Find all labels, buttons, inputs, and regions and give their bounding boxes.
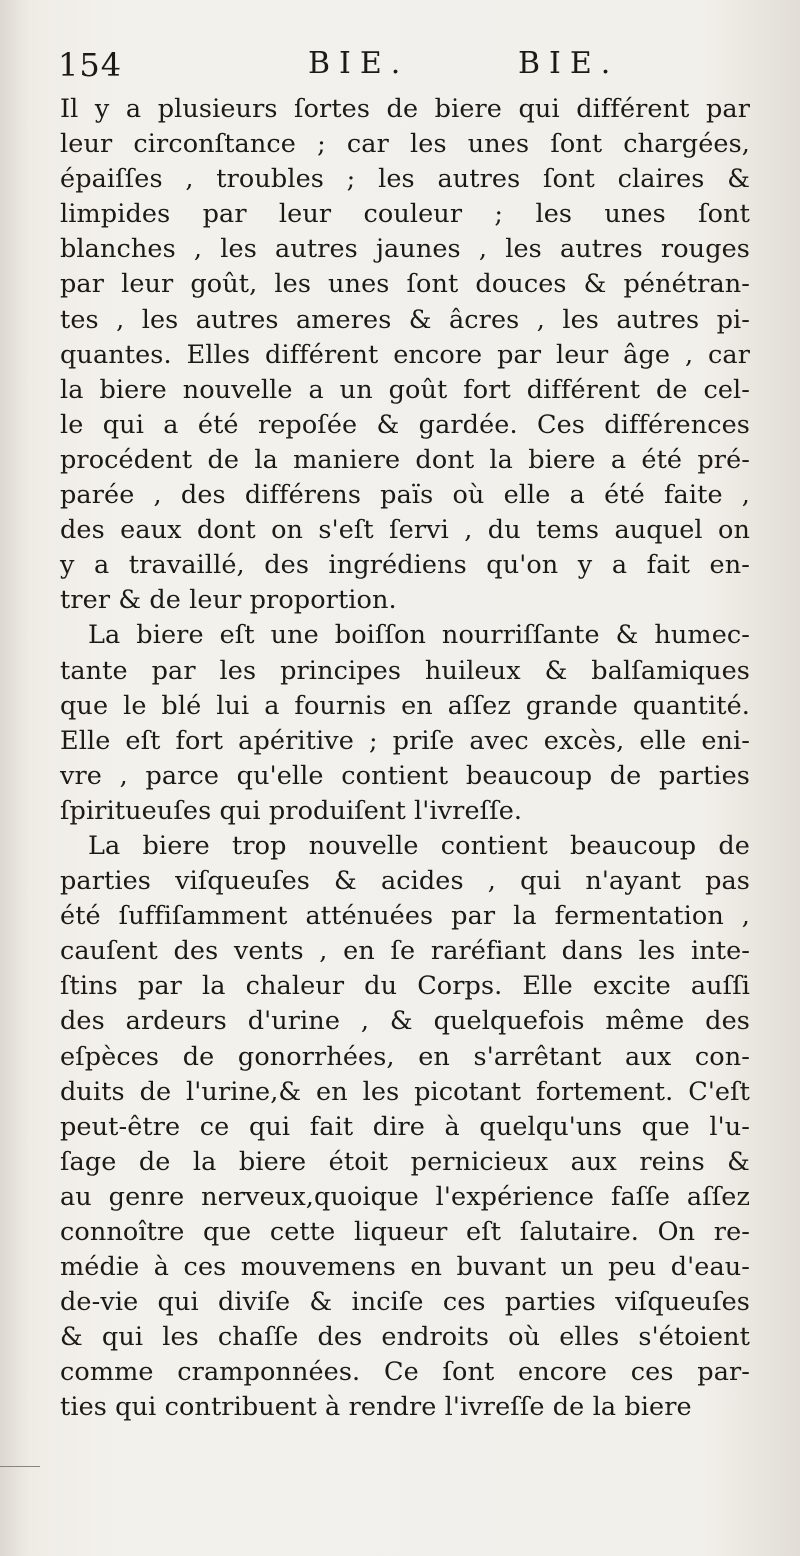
text-line: Il y a plusieurs ſortes de biere qui différent par bbox=[60, 94, 750, 124]
text-line: au genre nerveux,quoique l'expérience faſſe aſſez bbox=[60, 1181, 750, 1212]
text-line: médie à ces mouvemens en buvant un peu d'eau- bbox=[60, 1252, 750, 1283]
text-line: procédent de la maniere dont la biere a été pré- bbox=[60, 444, 750, 475]
text-line: tante par les principes huileux & balſamiques bbox=[60, 655, 750, 686]
text-line: ties qui contribuent à rendre l'ivreſſe de la biere bbox=[60, 1392, 692, 1423]
paragraph bbox=[60, 618, 750, 829]
text-line: Elle eſt fort apéritive ; priſe avec excès, elle eni- bbox=[60, 725, 750, 756]
body-text bbox=[60, 92, 750, 1426]
text-line: ſpiritueuſes qui produiſent l'ivreſſe. bbox=[60, 795, 523, 826]
text-line: duits de l'urine,& en les picotant fortement. C'eſt bbox=[60, 1076, 750, 1107]
text-line: été ſuffiſamment atténuées par la fermentation , bbox=[60, 901, 750, 932]
running-head-right: BIE. bbox=[518, 46, 620, 81]
text-line: parties viſqueuſes & acides , qui n'ayant pas bbox=[60, 866, 750, 897]
text-line: leur circonſtance ; car les unes ſont chargées, bbox=[60, 129, 750, 160]
running-head-left: BIE. bbox=[308, 46, 410, 81]
text-line: & qui les chaſſe des endroits où elles s'étoient bbox=[60, 1322, 750, 1353]
text-line: peut-être ce qui fait dire à quelqu'uns que l'u- bbox=[60, 1111, 750, 1142]
paragraph bbox=[60, 92, 750, 618]
text-line: connoître que cette liqueur eſt ſalutaire. On re- bbox=[60, 1217, 750, 1247]
text-line: la biere nouvelle a un goût fort différent de cel- bbox=[60, 374, 750, 405]
text-line: le qui a été repoſée & gardée. Ces différences bbox=[60, 409, 750, 440]
text-line: tes , les autres ameres & âcres , les autres pi- bbox=[60, 304, 750, 335]
page-header bbox=[58, 46, 758, 90]
paragraph bbox=[60, 829, 750, 1426]
text-line: cauſent des vents , en ſe raréfiant dans les inte- bbox=[60, 936, 750, 967]
text-line: ſtins par la chaleur du Corps. Elle excite auſſi bbox=[60, 971, 750, 1002]
text-line: blanches , les autres jaunes , les autres rouges bbox=[60, 234, 750, 265]
text-line: La biere trop nouvelle contient beaucoup de bbox=[88, 830, 750, 861]
margin-mark bbox=[0, 1466, 40, 1467]
text-line: ſage de la biere étoit pernicieux aux reins & bbox=[60, 1146, 750, 1177]
text-line: épaiſſes , troubles ; les autres ſont claires & bbox=[60, 164, 750, 195]
text-line: limpides par leur couleur ; les unes ſont bbox=[60, 199, 750, 230]
text-line: parée , des différens païs où elle a été faite , bbox=[60, 480, 750, 511]
text-line: des ardeurs d'urine , & quelquefois même des bbox=[60, 1006, 750, 1037]
text-line: comme cramponnées. Ce ſont encore ces par- bbox=[60, 1357, 750, 1388]
text-line: des eaux dont on s'eſt ſervi , du tems auquel on bbox=[60, 515, 750, 546]
text-line: trer & de leur proportion. bbox=[60, 585, 397, 616]
text-line: La biere eſt une boiſſon nourriſſante & humec- bbox=[88, 620, 750, 651]
text-line: y a travaillé, des ingrédiens qu'on y a fait en- bbox=[60, 550, 750, 581]
text-line: eſpèces de gonorrhées, en s'arrêtant aux con- bbox=[60, 1041, 750, 1072]
page-number: 154 bbox=[58, 46, 123, 84]
text-line: par leur goût, les unes ſont douces & pénétran- bbox=[60, 269, 750, 300]
text-line: de-vie qui diviſe & inciſe ces parties viſqueuſes bbox=[60, 1287, 750, 1318]
text-line: que le blé lui a fournis en aſſez grande quantité. bbox=[60, 690, 750, 721]
text-line: vre , parce qu'elle contient beaucoup de parties bbox=[60, 760, 750, 791]
text-line: quantes. Elles différent encore par leur âge , car bbox=[60, 339, 750, 370]
